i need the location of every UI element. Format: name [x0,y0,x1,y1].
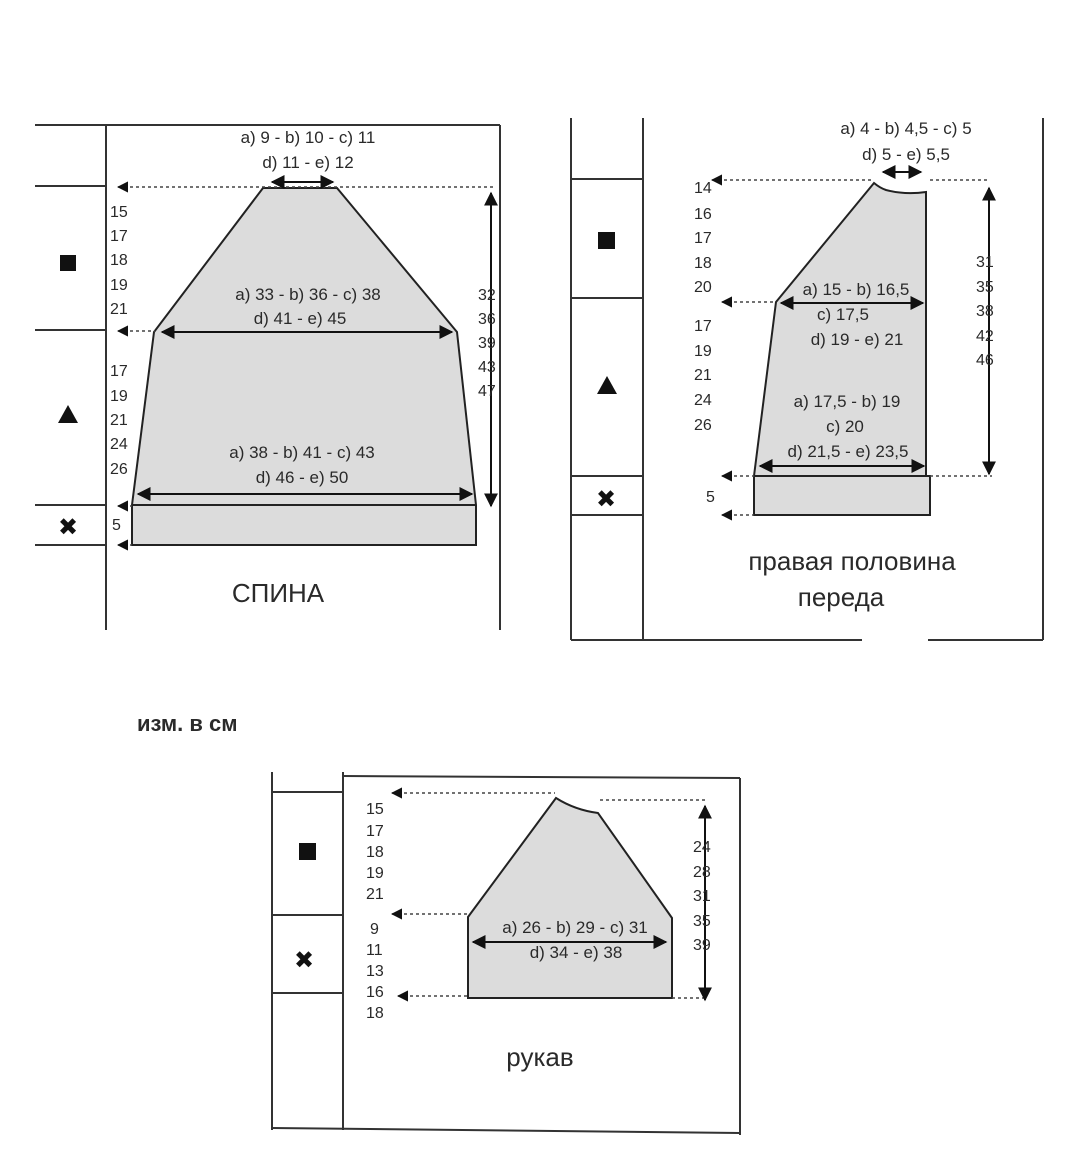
sleeve-row-cross-1: 11 [366,942,383,959]
front-row-sq-2: 17 [694,230,712,247]
back-top-width-line1: a) 9 - b) 10 - c) 11 [240,128,376,147]
front-row-tri-4: 26 [694,417,712,434]
front-title-line1: правая половина [748,546,956,576]
back-piece-shape [132,188,476,545]
sleeve-row-sq-3: 19 [366,865,384,882]
square-icon [299,843,316,860]
front-row-tri-2: 21 [694,367,712,384]
sleeve-height-3: 35 [693,913,711,930]
sleeve-height-0: 24 [693,839,711,856]
back-height-3: 43 [478,359,496,376]
square-icon [598,232,615,249]
sleeve-piece-shape [468,798,672,998]
back-row-sq-4: 21 [110,301,128,318]
front-hem-width-line2: c) 20 [826,417,864,436]
back-height-4: 47 [478,383,496,400]
front-top-width-line2: d) 5 - e) 5,5 [862,145,950,164]
front-chest-width-line1: a) 15 - b) 16,5 [802,280,910,299]
back-hem-width-line2: d) 46 - e) 50 [255,468,349,487]
front-chest-width-line3: d) 19 - e) 21 [810,330,904,349]
sleeve-pattern [272,772,740,1135]
front-hem-width-line3: d) 21,5 - e) 23,5 [787,442,909,461]
front-row-tri-0: 17 [694,318,712,335]
front-height-1: 35 [976,279,994,296]
back-row-sq-3: 19 [110,277,128,294]
back-chest-width-line1: a) 33 - b) 36 - c) 38 [235,285,381,304]
front-row-cross-0: 5 [706,489,715,506]
back-height-0: 32 [478,287,496,304]
front-hem-width-line1: a) 17,5 - b) 19 [793,392,901,411]
front-chest-width-line2: c) 17,5 [817,305,869,324]
back-row-tri-3: 24 [110,436,128,453]
front-row-sq-1: 16 [694,206,712,223]
back-row-tri-2: 21 [110,412,128,429]
back-pattern [35,125,500,630]
triangle-icon [597,376,617,394]
sleeve-title: рукав [506,1042,574,1072]
front-height-0: 31 [976,254,994,271]
back-chest-width-line2: d) 41 - e) 45 [253,309,347,328]
front-pattern [571,118,1043,640]
front-row-sq-3: 18 [694,255,712,272]
sleeve-row-cross-0: 9 [370,921,379,938]
back-row-cross-0: 5 [112,517,121,534]
back-row-sq-1: 17 [110,228,128,245]
sleeve-height-1: 28 [693,864,711,881]
back-top-width-line2: d) 11 - e) 12 [262,153,354,172]
square-icon [60,255,76,271]
back-height-2: 39 [478,335,496,352]
front-height-2: 38 [976,303,994,320]
back-row-sq-0: 15 [110,204,128,221]
front-title-line2: переда [797,582,885,612]
back-row-tri-1: 19 [110,388,128,405]
front-row-sq-4: 20 [694,279,712,296]
triangle-icon [58,405,78,423]
sleeve-row-sq-2: 18 [366,844,384,861]
sleeve-row-sq-1: 17 [366,823,384,840]
front-top-width-line1: a) 4 - b) 4,5 - c) 5 [840,119,972,138]
sleeve-row-cross-2: 13 [366,963,384,980]
cross-icon: ✖ [58,513,79,541]
front-row-tri-3: 24 [694,392,712,409]
sleeve-width-line1: a) 26 - b) 29 - c) 31 [502,918,648,937]
units-note: изм. в см [137,711,238,736]
cross-icon: ✖ [596,485,617,513]
sleeve-height-2: 31 [693,888,711,905]
front-height-4: 46 [976,352,994,369]
sleeve-row-sq-4: 21 [366,886,384,903]
sleeve-row-sq-0: 15 [366,801,384,818]
front-row-tri-1: 19 [694,343,712,360]
sleeve-height-4: 39 [693,937,711,954]
front-height-3: 42 [976,328,994,345]
back-height-1: 36 [478,311,496,328]
front-row-sq-0: 14 [694,180,712,197]
back-row-tri-0: 17 [110,363,128,380]
back-row-tri-4: 26 [110,461,128,478]
sleeve-row-cross-3: 16 [366,984,384,1001]
cross-icon: ✖ [294,946,315,974]
sleeve-row-cross-4: 18 [366,1005,384,1022]
back-title: СПИНА [231,578,325,608]
back-hem-width-line1: a) 38 - b) 41 - c) 43 [229,443,375,462]
back-row-sq-2: 18 [110,252,128,269]
sleeve-width-line2: d) 34 - e) 38 [529,943,623,962]
